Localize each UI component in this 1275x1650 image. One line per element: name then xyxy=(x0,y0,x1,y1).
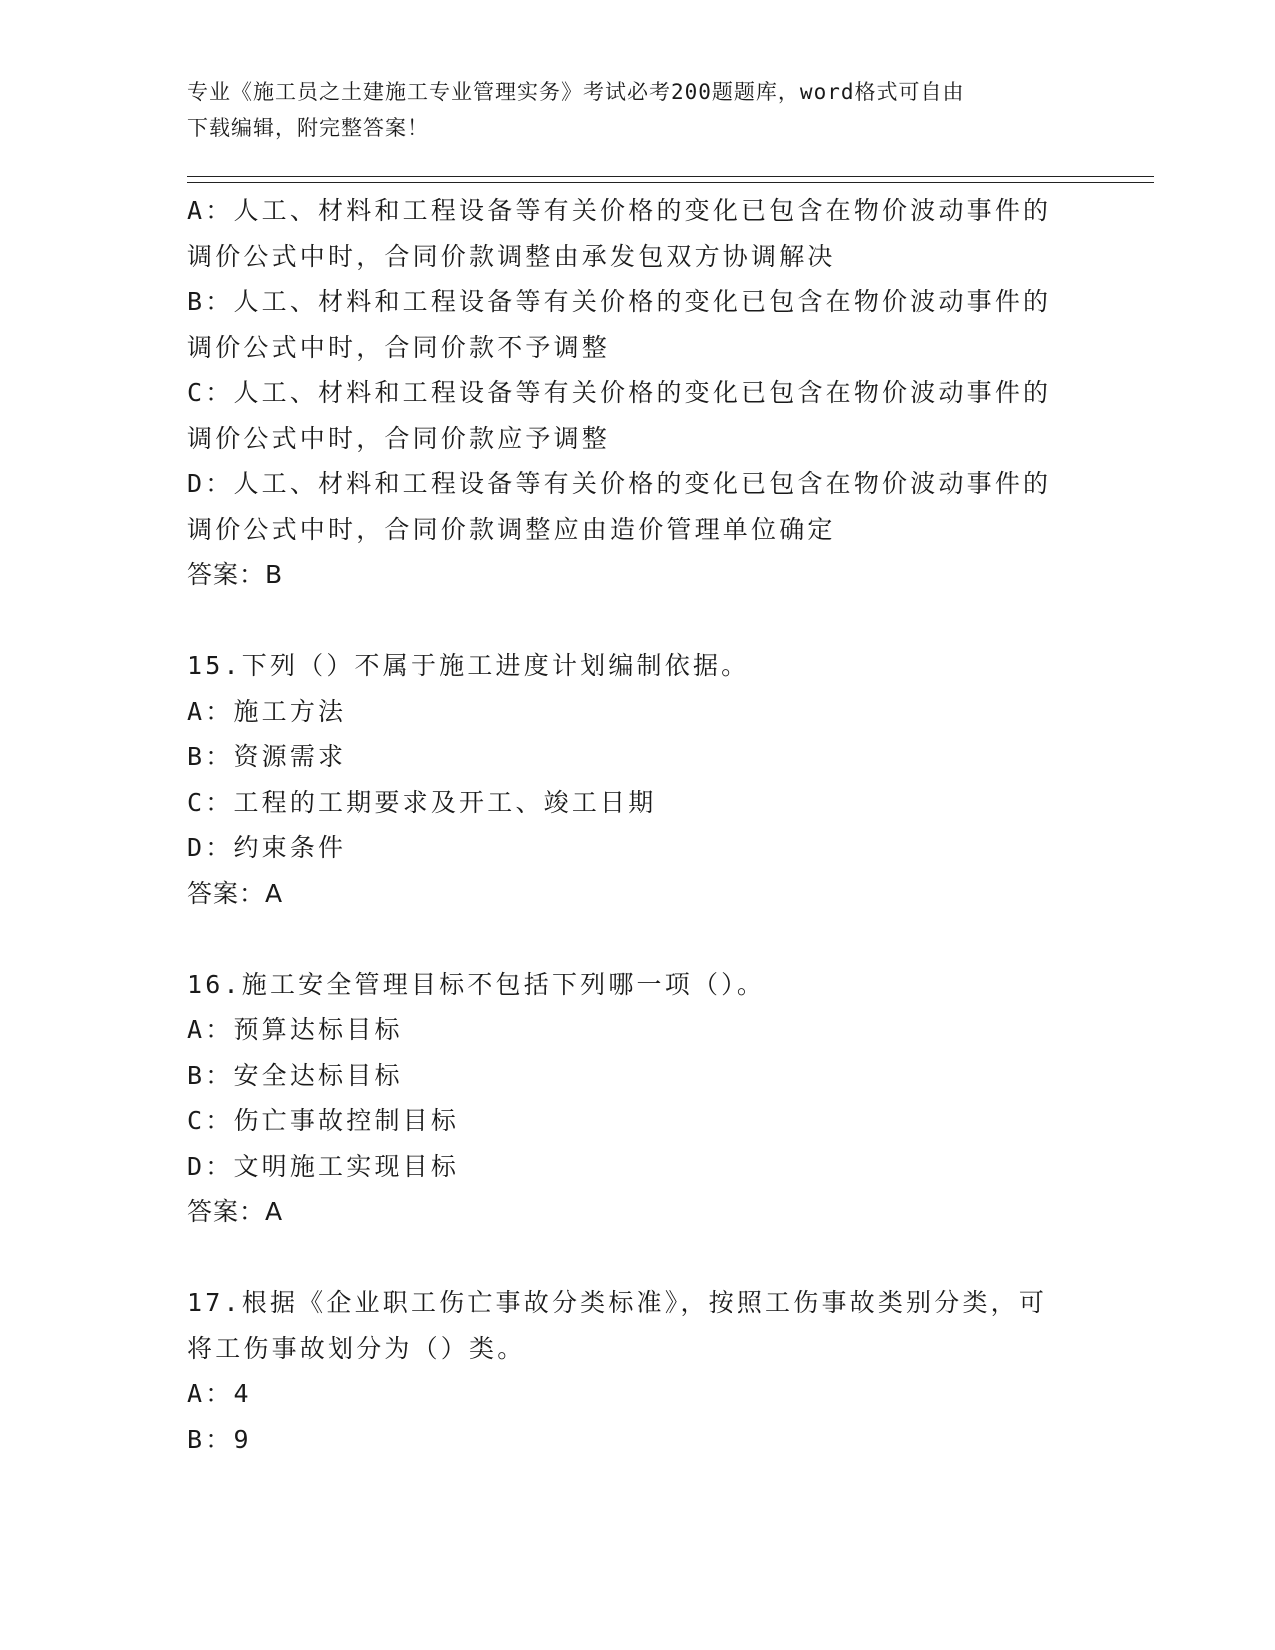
document-header xyxy=(187,74,1067,146)
spacer xyxy=(187,916,1087,962)
q15-option-b: B：资源需求 xyxy=(187,742,347,771)
q16-answer: 答案：A xyxy=(187,1197,284,1226)
q14-option-d-line-1: D：人工、材料和工程设备等有关价格的变化已包含在物价波动事件的 xyxy=(187,469,1052,498)
q17-question-line-2: 将工伤事故划分为（）类。 xyxy=(187,1333,526,1363)
q17-option-a: A：4 xyxy=(187,1379,252,1408)
q15-option-a: A：施工方法 xyxy=(187,696,347,726)
question-17-block xyxy=(187,1280,1087,1462)
q16-option-a: A：预算达标目标 xyxy=(187,1015,403,1044)
q14-option-a-line-2: 调价公式中时，合同价款调整由承发包双方协调解决 xyxy=(187,241,836,271)
header-divider-top xyxy=(187,176,1154,177)
q17-question-line-1: 17.根据《企业职工伤亡事故分类标准》，按照工伤事故类别分类，可 xyxy=(187,1288,1048,1317)
q14-option-b-line-2: 调价公式中时，合同价款不予调整 xyxy=(187,332,611,362)
spacer xyxy=(187,1235,1087,1281)
question-15-block xyxy=(187,643,1087,916)
q15-option-d: D：约束条件 xyxy=(187,833,347,862)
q14-option-b-line-1: B：人工、材料和工程设备等有关价格的变化已包含在物价波动事件的 xyxy=(187,287,1052,316)
spacer xyxy=(187,598,1087,644)
q14-option-d-line-2: 调价公式中时，合同价款调整应由造价管理单位确定 xyxy=(187,514,836,544)
q16-question: 16.施工安全管理目标不包括下列哪一项（）。 xyxy=(187,969,766,999)
q15-option-c: C：工程的工期要求及开工、竣工日期 xyxy=(187,787,657,817)
q16-option-b: B：安全达标目标 xyxy=(187,1060,403,1090)
question-16-block xyxy=(187,962,1087,1235)
q15-question: 15.下列（）不属于施工进度计划编制依据。 xyxy=(187,651,750,680)
q14-option-c-line-1: C：人工、材料和工程设备等有关价格的变化已包含在物价波动事件的 xyxy=(187,378,1052,407)
q16-option-d: D：文明施工实现目标 xyxy=(187,1151,460,1181)
q14-option-a-line-1: A：人工、材料和工程设备等有关价格的变化已包含在物价波动事件的 xyxy=(187,196,1052,225)
header-divider-bottom xyxy=(187,182,1154,183)
header-line-1: 专业《施工员之土建施工专业管理实务》考试必考200题题库，word格式可自由 xyxy=(187,80,965,104)
header-line-2: 下载编辑，附完整答案！ xyxy=(187,116,429,140)
q16-option-c: C：伤亡事故控制目标 xyxy=(187,1106,460,1135)
question-14-block xyxy=(187,188,1087,598)
question-list xyxy=(187,188,1087,1462)
q14-option-c-line-2: 调价公式中时，合同价款应予调整 xyxy=(187,423,611,453)
q17-option-b: B：9 xyxy=(187,1424,252,1454)
q15-answer: 答案：A xyxy=(187,878,284,908)
q14-answer: 答案：B xyxy=(187,560,284,589)
